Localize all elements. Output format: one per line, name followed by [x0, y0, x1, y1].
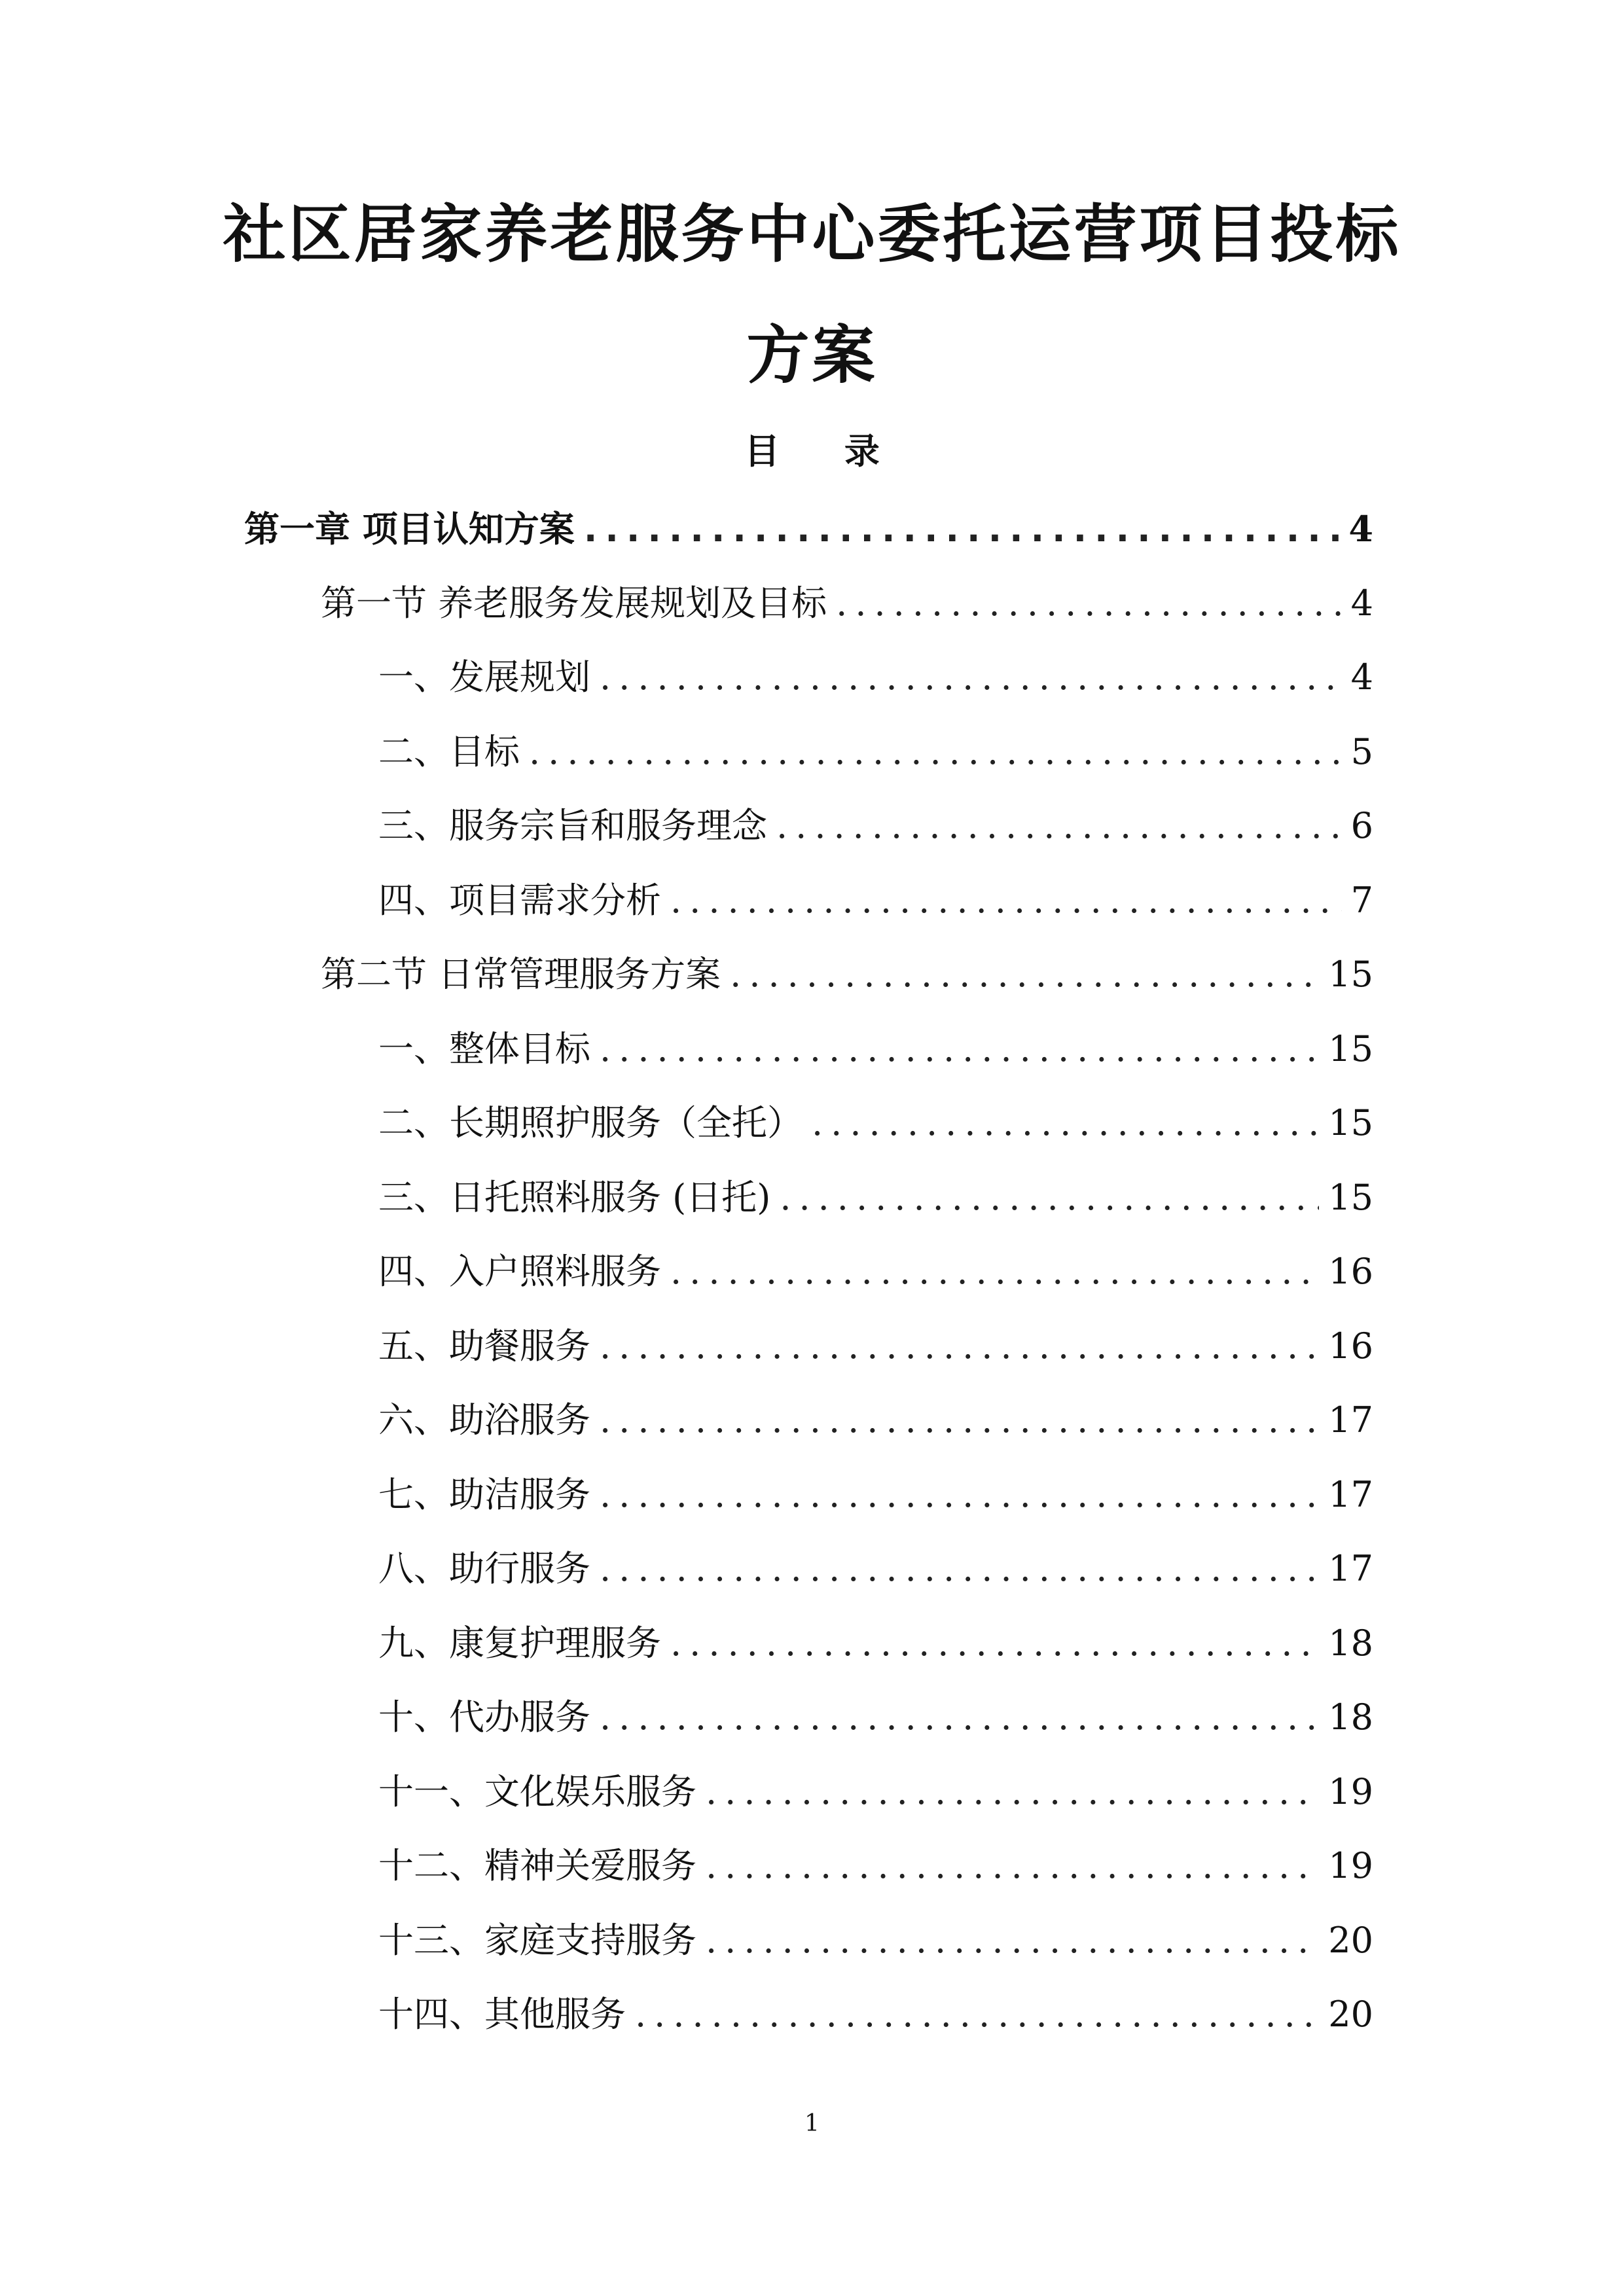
toc-entry[interactable]	[378, 1914, 1373, 1967]
toc-dot-leader	[812, 1097, 1319, 1149]
toc-entry[interactable]	[378, 1172, 1373, 1224]
toc-dot-leader	[635, 1988, 1319, 2041]
toc-entry-label: 八、助行服务	[378, 1548, 590, 1589]
toc-entry-label: 第一节 养老服务发展规划及目标	[321, 583, 827, 624]
toc-dot-leader	[706, 1914, 1319, 1967]
toc-entry-label: 一、整体目标	[378, 1028, 590, 1069]
toc-dot-leader	[600, 1543, 1319, 1595]
toc-entry-page-number: 17	[1328, 1548, 1373, 1589]
page-number: 1	[804, 2110, 820, 2137]
toc-dot-leader	[600, 1691, 1319, 1744]
toc-entry-page-number: 6	[1350, 805, 1373, 846]
toc-entry-page-number: 7	[1350, 880, 1373, 921]
toc-entry[interactable]	[378, 1766, 1373, 1818]
toc-entry-page-number: 15	[1328, 1028, 1373, 1069]
document-title-line-1: 社区居家养老服务中心委托运营项目投标	[223, 198, 1401, 271]
toc-entry-label: 五、助餐服务	[378, 1325, 590, 1367]
toc-dot-leader	[584, 503, 1340, 556]
toc-entry-label: 十一、文化娱乐服务	[378, 1771, 696, 1812]
toc-entry[interactable]	[378, 1840, 1373, 1892]
toc-entry-label: 三、日托照料服务 (日托)	[378, 1177, 771, 1218]
toc-entry[interactable]	[378, 1097, 1373, 1149]
toc-entry-label: 四、项目需求分析	[378, 880, 661, 921]
toc-entry-label: 一、发展规划	[378, 656, 590, 698]
toc-entry-page-number: 15	[1328, 954, 1373, 995]
toc-entry[interactable]	[378, 1469, 1373, 1521]
toc-entry-page-number: 17	[1328, 1474, 1373, 1515]
toc-heading: 目 录	[744, 431, 906, 472]
toc-entry-page-number: 5	[1350, 731, 1373, 772]
toc-entry-label: 四、入户照料服务	[378, 1251, 661, 1292]
toc-entry-page-number: 16	[1328, 1251, 1373, 1292]
toc-dot-leader	[670, 1246, 1319, 1298]
toc-entry[interactable]	[378, 1543, 1373, 1595]
toc-dot-leader	[706, 1766, 1319, 1818]
toc-entry-label: 六、助浴服务	[378, 1399, 590, 1441]
toc-entry[interactable]	[378, 1617, 1373, 1670]
toc-entry-label: 十二、精神关爱服务	[378, 1845, 696, 1886]
toc-entry-page-number: 19	[1328, 1845, 1373, 1886]
toc-entry[interactable]	[378, 651, 1373, 704]
toc-entry[interactable]	[378, 726, 1373, 778]
toc-entry-page-number: 18	[1328, 1696, 1373, 1738]
toc-entry-page-number: 18	[1328, 1623, 1373, 1664]
toc-entry-label: 第一章 项目认知方案	[244, 509, 575, 550]
toc-entry[interactable]	[378, 1988, 1373, 2041]
toc-entry[interactable]	[378, 1246, 1373, 1298]
toc-dot-leader	[600, 1320, 1319, 1372]
toc-dot-leader	[600, 651, 1342, 704]
toc-entry-page-number: 19	[1328, 1771, 1373, 1812]
toc-entry-label: 七、助洁服务	[378, 1474, 590, 1515]
toc-entry[interactable]	[244, 503, 1373, 555]
toc-entry-label: 十三、家庭支持服务	[378, 1920, 696, 1961]
toc-dot-leader	[600, 1023, 1319, 1075]
toc-dot-leader	[780, 1172, 1319, 1224]
toc-dot-leader	[600, 1394, 1319, 1446]
document-title-line-2: 方案	[746, 319, 878, 392]
toc-entry-page-number: 4	[1350, 656, 1373, 698]
toc-entry[interactable]	[378, 874, 1373, 927]
toc-dot-leader	[600, 1469, 1319, 1521]
toc-entry[interactable]	[321, 948, 1373, 1001]
toc-entry-page-number: 4	[1348, 508, 1373, 550]
toc-entry[interactable]	[378, 1394, 1373, 1446]
toc-entry-page-number: 20	[1328, 1994, 1373, 2035]
toc-dot-leader	[730, 948, 1319, 1001]
toc-entry-page-number: 17	[1328, 1399, 1373, 1441]
toc-entry-page-number: 20	[1328, 1920, 1373, 1961]
toc-entry-page-number: 15	[1328, 1177, 1373, 1218]
toc-dot-leader	[836, 577, 1341, 630]
toc-dot-leader	[670, 874, 1342, 927]
toc-entry-label: 十四、其他服务	[378, 1994, 626, 2035]
toc-entry[interactable]	[321, 577, 1373, 630]
toc-dot-leader	[706, 1840, 1319, 1892]
toc-entry-label: 九、康复护理服务	[378, 1623, 661, 1664]
toc-entry[interactable]	[378, 1023, 1373, 1075]
toc-dot-leader	[529, 726, 1342, 778]
toc-entry-label: 三、服务宗旨和服务理念	[378, 805, 767, 846]
toc-entry-page-number: 16	[1328, 1325, 1373, 1367]
toc-entry[interactable]	[378, 1320, 1373, 1372]
toc-entry-label: 二、目标	[378, 731, 520, 772]
toc-entry-label: 十、代办服务	[378, 1696, 590, 1738]
toc-dot-leader	[776, 800, 1342, 852]
toc-entry-label: 二、长期照护服务（全托）	[378, 1102, 803, 1143]
toc-entry[interactable]	[378, 1691, 1373, 1744]
toc-entry[interactable]	[378, 800, 1373, 852]
toc-entry-page-number: 15	[1328, 1102, 1373, 1143]
toc-entry-page-number: 4	[1350, 583, 1373, 624]
toc-entry-label: 第二节 日常管理服务方案	[321, 954, 721, 995]
toc-dot-leader	[670, 1617, 1319, 1670]
